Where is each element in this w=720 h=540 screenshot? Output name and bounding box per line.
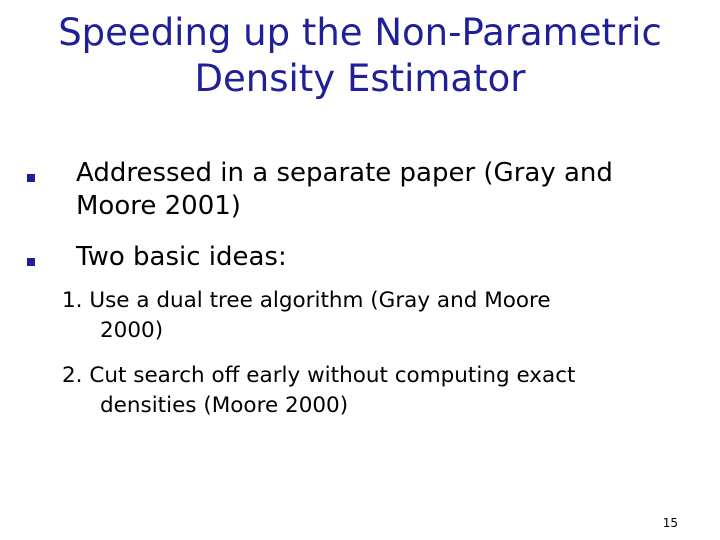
bullet-text	[76, 157, 676, 223]
bullet-text-line-1: Two basic ideas:	[76, 242, 287, 272]
bullet-text-line-2: Moore 2001)	[76, 191, 241, 221]
slide-title	[0, 10, 720, 102]
square-bullet-icon	[27, 174, 35, 182]
bullet-text	[76, 241, 676, 274]
page-number: 15	[662, 516, 678, 530]
sub-item-line-2: 2000)	[100, 318, 164, 343]
slide-title-line-1: Speeding up the Non-Parametric	[58, 11, 662, 54]
sub-item-cut-search	[62, 361, 682, 421]
sub-item-line-1: 2. Cut search off early without computing exact	[62, 363, 576, 388]
square-bullet-icon	[27, 258, 35, 266]
sub-item-dual-tree	[62, 286, 682, 346]
sub-item-line-2: densities (Moore 2000)	[100, 393, 349, 418]
bullet-text-line-1: Addressed in a separate paper (Gray and	[76, 158, 613, 188]
sub-item-line-1: 1. Use a dual tree algorithm (Gray and Moore	[62, 288, 551, 313]
slide-title-line-2: Density Estimator	[194, 57, 526, 100]
